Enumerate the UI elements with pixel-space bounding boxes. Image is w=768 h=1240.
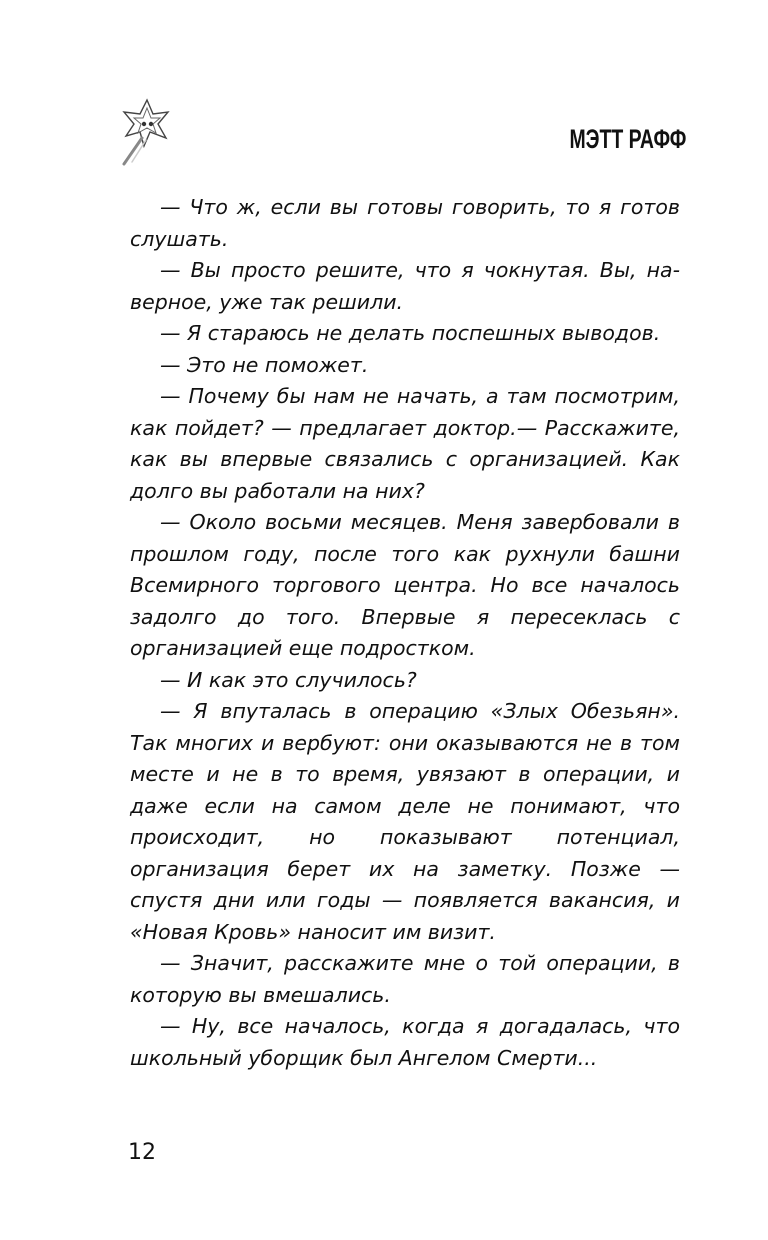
paragraph: — Я стараюсь не делать поспешных выводов. [160, 321, 661, 345]
paragraph: — И как это случилось? [160, 667, 417, 692]
running-head-author: МЭТТ РАФФ [569, 124, 686, 154]
paragraph: — Что ж, если вы готовы говорить, то я готов слушать. [130, 195, 680, 251]
body-text [130, 192, 680, 1074]
paragraph: — Это не поможет. [160, 352, 369, 377]
paragraph: — Около восьми месяцев. Меня завербовали в прошлом году, после того как рухнули башни Всемирного торгового центра. Но все началось задолго до того. Впервые я пересеклась с организацией еще подростком. [130, 510, 680, 660]
paragraph: — Вы просто решите, что я чокнутая. Вы, наверное, уже так решили. [130, 258, 680, 314]
paragraph: — Почему бы нам не начать, а там посмотрим, как пойдет? — предлагает доктор.— Расскажите, как вы впервые связались с организацией. Как долго вы работали на них? [130, 384, 680, 503]
paragraph: — Я впуталась в операцию «Злых Обезьян». Так многих и вербуют: они оказываются не в том месте и не в то время, увязают в операции, и даже если на самом деле не понимают, что происходит, но показывают потенциал, организация берет их на заметку. Позже — спустя дни или годы — появляется вакансия, и «Новая Кровь» наносит им визит. [130, 699, 680, 944]
paragraph: — Значит, расскажите мне о той операции, в которую вы вмешались. [130, 951, 680, 1007]
page-number: 12 [128, 1140, 156, 1165]
star-skull-emblem-icon [120, 98, 174, 168]
paragraph: — Ну, все началось, когда я догадалась, что школьный уборщик был Ангелом Смерти... [130, 1014, 680, 1070]
